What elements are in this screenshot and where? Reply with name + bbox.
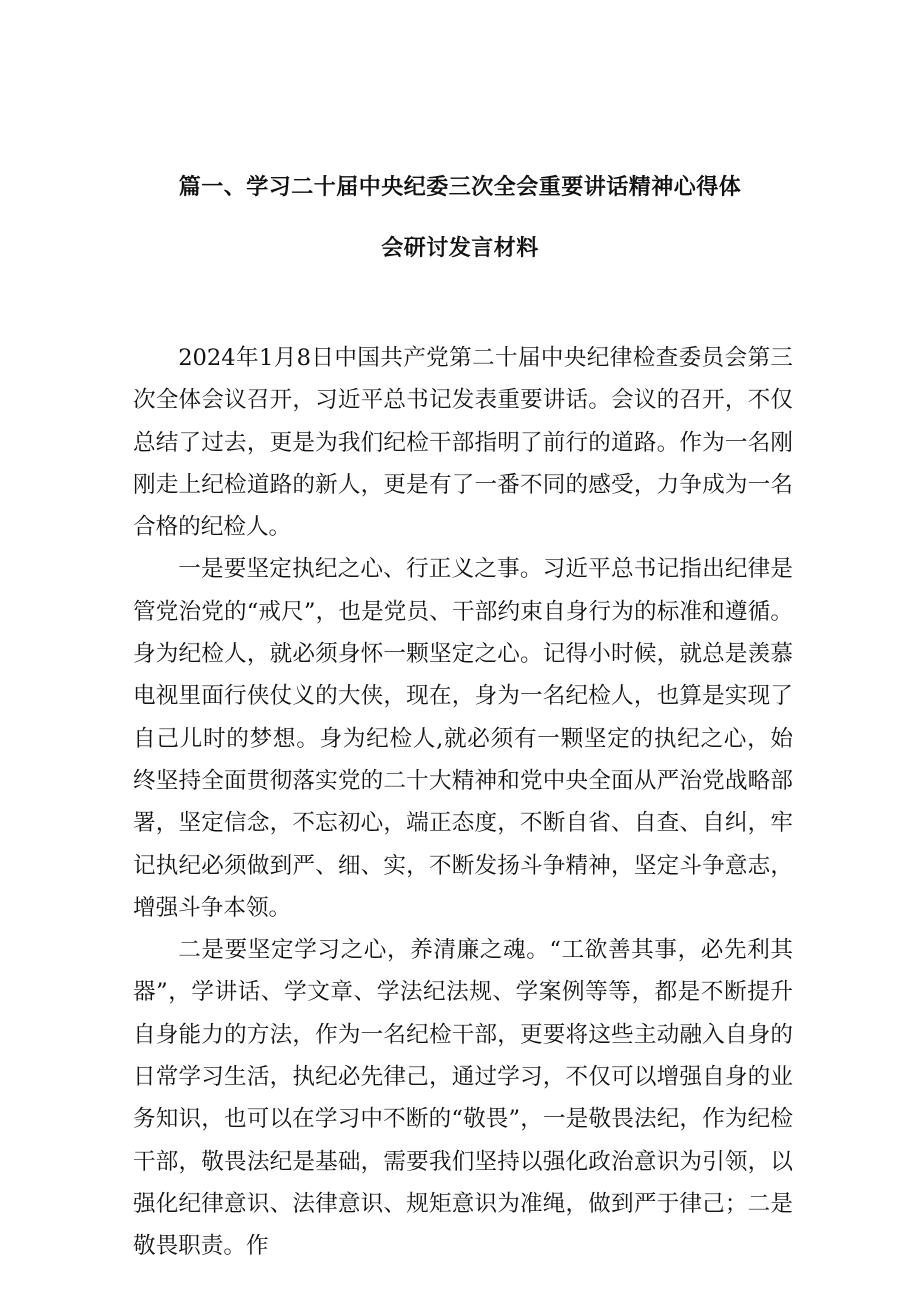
document-title-line-2: 会研讨发言材料 bbox=[381, 236, 539, 261]
body-paragraph-intro: 2024年1月8日中国共产党第二十届中央纪律检查委员会第三次全体会议召开，习近平总书记发表重要讲话。会议的召开，不仅总结了过去，更是为我们纪检干部指明了前行的道路。作为一名刚刚走上纪检道路的新人，更是有了一番不同的感受，力争成为一名合格的纪检人。 bbox=[133, 345, 793, 541]
document-title-line-1: 篇一、学习二十届中央纪委三次全会重要讲话精神心得体 bbox=[178, 175, 742, 200]
body-paragraph-point-2: 二是要坚定学习之心，养清廉之魂。“工欲善其事，必先利其器”，学讲话、学文章、学法纪法规、学案例等等，都是不断提升自身能力的方法，作为一名纪检干部，更要将这些主动融入自身的日常学习生活，执纪必先律己，通过学习，不仅可以增强自身的业务知识，也可以在学习中不断的“敬畏”，一是敬畏法纪，作为纪检干部，敬畏法纪是基础，需要我们坚持以强化政治意识为引领，以强化纪律意识、法律意识、规矩意识为准绳，做到严于律己；二是敬畏职责。作 bbox=[133, 937, 793, 1260]
document-body bbox=[133, 337, 793, 1268]
body-paragraph-point-1: 一是要坚定执纪之心、行正义之事。习近平总书记指出纪律是管党治党的“戒尺”，也是党员、干部约束自身行为的标准和遵循。身为纪检人，就必须身怀一颗坚定之心。记得小时候，就总是羡慕电视里面行侠仗义的大侠，现在，身为一名纪检人，也算是实现了自己儿时的梦想。身为纪检人,就必须有一颗坚定的执纪之心，始终坚持全面贯彻落实党的二十大精神和党中央全面从严治党战略部署，坚定信念，不忘初心，端正态度，不断自省、自查、自纠，牢记执纪必须做到严、细、实，不断发扬斗争精神，坚定斗争意志，增强斗争本领。 bbox=[133, 556, 793, 921]
